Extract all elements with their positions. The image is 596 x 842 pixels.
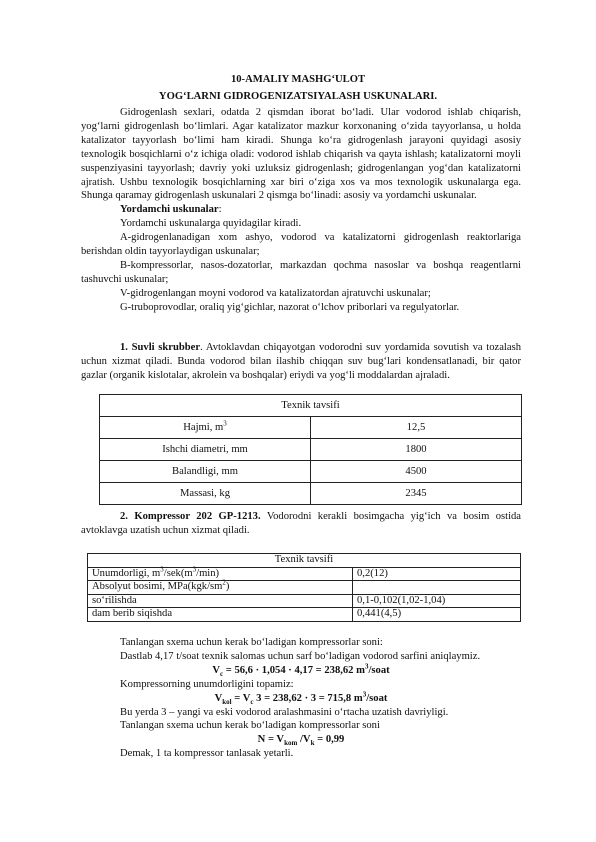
formula-sub: kol xyxy=(222,697,232,706)
table-cell-name xyxy=(100,417,311,439)
throughput-label-b: /sek(m xyxy=(163,567,193,579)
scrubber-paragraph xyxy=(81,341,521,383)
formula-sup: 3 xyxy=(364,662,369,671)
table-row xyxy=(100,461,522,483)
formula-sub: k xyxy=(310,739,315,748)
calc-line: Tanlangan sxema uchun kerak bo‘ladigan kompressorlar soni: xyxy=(120,637,383,648)
table-cell-name: Massasi, kg xyxy=(100,483,311,505)
formula-part: V xyxy=(212,664,220,676)
throughput-sup-a: 3 xyxy=(160,564,164,573)
scrubber-lead: 1. Suvli skrubber xyxy=(120,342,201,353)
table-cell-name xyxy=(88,578,353,595)
page-title: 10-AMALIY MASHG‘ULOT xyxy=(230,74,366,85)
pressure-label-c: ) xyxy=(225,581,230,592)
table-header: Texnik tavsifi xyxy=(88,554,521,568)
table-cell-value xyxy=(353,581,521,595)
table-cell-value: 2345 xyxy=(311,483,522,505)
aux-lead: Yordamchi uskunalarga quyidagilar kiradi. xyxy=(120,218,302,230)
formula-sub: kom xyxy=(284,739,298,748)
compressor-lead: 2. Kompressor 202 GP-1213. xyxy=(120,511,261,522)
spec-name-volume: Hajmi, m xyxy=(183,421,224,433)
table-cell-name: Ishchi diametri, mm xyxy=(100,439,311,461)
spec-name-volume-sup: 3 xyxy=(223,419,227,428)
table-row xyxy=(100,417,522,439)
table-cell-value: 0,2(12) xyxy=(353,567,521,581)
formula-part: /V xyxy=(297,734,311,746)
formula-sub: c xyxy=(220,669,224,678)
scrubber-spec-table xyxy=(99,394,522,505)
table-cell-value: 1800 xyxy=(311,439,522,461)
throughput-sup-b: 3 xyxy=(192,564,197,573)
formula-part: 3 = 238,62 · 3 = 715,8 m xyxy=(253,692,363,704)
aux-heading xyxy=(81,203,521,217)
aux-item-b: B-kompressorlar, nasos-dozatorlar, markazdan qochma nasoslar va boshqa reagentlarni tashuvchi uskunalar; xyxy=(81,259,521,285)
formula-part: = 56,6 · 1,054 · 4,17 = 238,62 m xyxy=(223,664,365,676)
aux-item-a: A-gidrogenlanadigan xom ashyo, vodorod va katalizatorni gidrogenlash reaktorlariga berishdan oldin tayyorlaydigan uskunalar; xyxy=(81,232,521,258)
table-row xyxy=(100,483,522,505)
aux-item-v: V-gidrogenlangan moyni vodorod va katalizatordan ajratuvchi uskunalar; xyxy=(120,287,431,299)
calc-line: Tanlangan sxema uchun kerak bo‘ladigan kompressorlar soni xyxy=(120,720,380,732)
scrubber-section xyxy=(81,341,521,383)
table-row xyxy=(88,594,521,608)
table-cell-name: so‘rilishda xyxy=(88,594,353,608)
formula-part: N = V xyxy=(257,734,285,746)
table-cell-name: dam berib siqishda xyxy=(88,608,353,622)
compressor-spec-table xyxy=(87,553,521,622)
calc-line: Dastlab 4,17 t/soat texnik salomas uchun sarf bo‘ladigan vodorod sarfini aniqlaymiz. xyxy=(120,650,481,662)
throughput-label-a: Unumdorligi, m xyxy=(92,567,161,579)
table-header: Texnik tavsifi xyxy=(100,395,522,417)
table-cell-value: 4500 xyxy=(311,461,522,483)
formula-part: V xyxy=(214,692,223,704)
calc-line: Kompressorning unumdorligini topamiz: xyxy=(120,678,294,690)
formula-part: = V xyxy=(231,692,251,704)
pressure-sup: 2 xyxy=(222,578,226,587)
formula-hydrogen-consumption xyxy=(81,664,521,678)
throughput-label-c: /min) xyxy=(196,567,220,579)
table-row xyxy=(88,581,521,595)
table-row xyxy=(88,567,521,581)
table-header-row xyxy=(100,395,522,417)
scrubber-text: . Avtoklavdan chiqayotgan vodorodni suv yordamida sovutish va tozalash uchun xizmat qiladi. Bunda vodorod bilan ilashib chiqqan suv bug‘lari kondensatlanadi, bir qator gazlar (organik kislotalar, akrolein va boshqalar) eriydi va yog‘li moddalardan ajraladi. xyxy=(81,342,521,381)
aux-colon: : xyxy=(218,204,222,216)
intro-section xyxy=(81,106,521,315)
formula-part: /soat xyxy=(368,664,390,676)
formula-sup: 3 xyxy=(362,690,367,699)
table-header-row xyxy=(88,554,521,568)
pressure-label-a: Absolyut bosimi, MPa(kgk/sm xyxy=(92,581,223,592)
compressor-text: Vodorodni kerakli bosimgacha yig‘ich va bosim ostida avtoklavga uzatish uchun xizmat qiladi. xyxy=(81,511,522,536)
compressor-paragraph xyxy=(81,510,521,538)
aux-item-g: G-truboprovodlar, oraliq yig‘gichlar, nazorat o‘lchov priborlari va regulyatorlar. xyxy=(120,301,460,313)
calculation-section xyxy=(81,636,521,761)
table-cell-name xyxy=(88,564,353,581)
formula-part: /soat xyxy=(366,692,388,704)
calc-line: Bu yerda 3 – yangi va eski vodorod aralashmasini o‘rtacha uzatish davriyligi. xyxy=(120,706,449,718)
formula-part: = 0,99 xyxy=(314,734,345,746)
table-row xyxy=(88,608,521,622)
table-cell-value: 0,1-0,102(1,02-1,04) xyxy=(353,594,521,608)
aux-label: Yordamchi uskunalar xyxy=(120,204,219,216)
formula-compressor-count xyxy=(81,733,521,747)
table-cell-value: 0,441(4,5) xyxy=(353,608,521,622)
calc-conclusion: Demak, 1 ta kompressor tanlasak yetarli. xyxy=(120,748,294,760)
table-cell-name: Balandligi, mm xyxy=(100,461,311,483)
intro-paragraph: Gidrogenlash sexlari, odatda 2 qismdan iborat bo‘ladi. Ular vodorod ishlab chiqarish, yog‘larni gidrogenlash bo‘limlari. Agar katalizator mazkur korxonaning o‘zida tayyorlansa, u holda katalizator tayyorlash bo‘limi ham kiradi. Shunga ko‘ra gidrogenlash jarayoni quyidagi asosiy texnologik bosqichlarni o‘z ichiga oladi: vodorod ishlab chiqarish va qayta ishlash; katalizatorni moyli suspenziyasini tayyorlash; davriy yoki uzluksiz gidrogenlash; gidrogenlangan yog‘dan katalizatorni ajratish. Ushbu texnologik bosqichlarning xar biri o‘ziga xos va mos texnologik uskunalarga ega. Shunga qaramay gidrogenlash uskunalari 2 qismga bo‘linadi: asosiy va yordamchi uskunalar. xyxy=(81,107,521,202)
formula-sub: c xyxy=(250,697,254,706)
table-row xyxy=(100,439,522,461)
formula-compressor-throughput xyxy=(81,692,521,706)
page-subtitle: YOG‘LARNI GIDROGENIZATSIYALASH USKUNALARI. xyxy=(158,91,438,102)
table-cell-value: 12,5 xyxy=(311,417,522,439)
compressor-section xyxy=(81,510,521,538)
